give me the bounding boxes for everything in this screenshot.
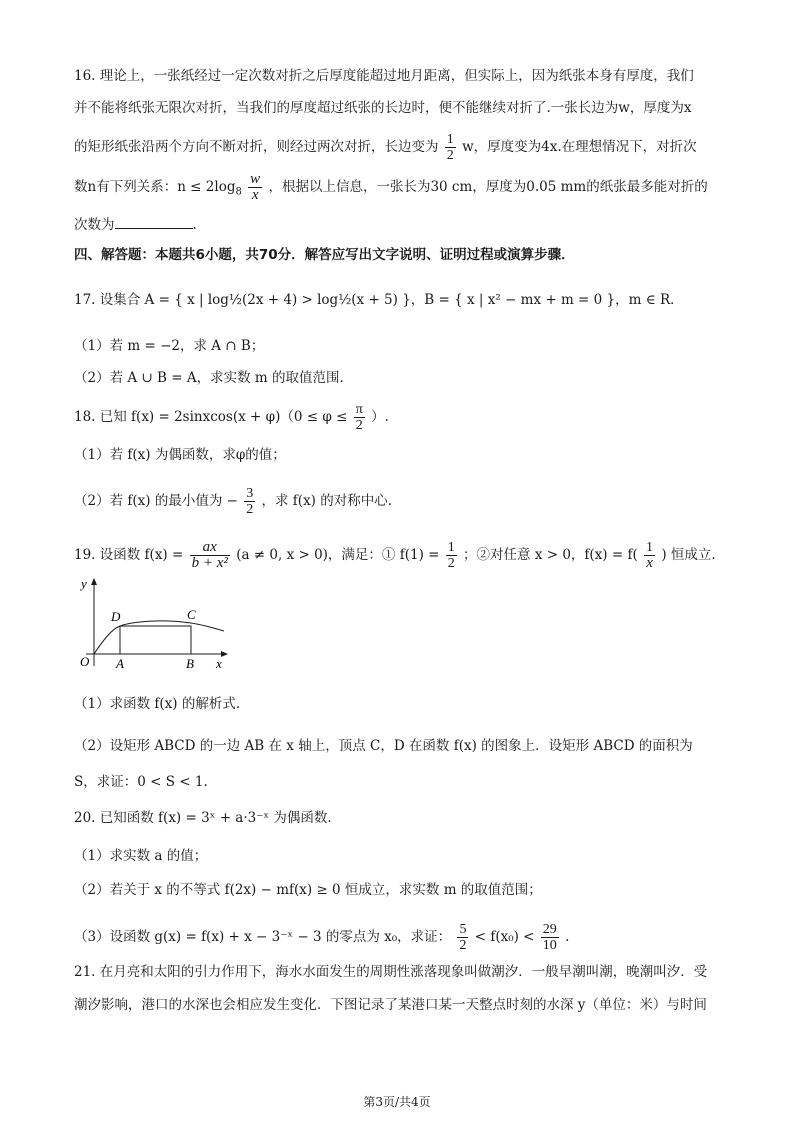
- q16-line-5-text: 次数为: [74, 217, 115, 233]
- fraction-denominator: x: [646, 555, 653, 571]
- point-b-label: B: [186, 656, 194, 671]
- fraction-numerator: 29: [542, 922, 557, 937]
- fraction-numerator: 3: [246, 486, 254, 501]
- fraction-denominator: 2: [446, 148, 454, 163]
- rectangle-abcd: [120, 626, 191, 654]
- q20-part-3: [74, 922, 569, 953]
- point-d-label: D: [111, 609, 121, 624]
- q19-stem-text-d: ) 恒成立.: [661, 547, 716, 563]
- fraction-numerator: 1: [447, 540, 455, 555]
- q16-line-5: [74, 214, 197, 235]
- log-base: 8: [235, 186, 242, 198]
- q20-five-halves-fraction: [457, 922, 468, 953]
- q17-stem: 17. 设集合 A = { x | log½(2x + 4) > log½(x + 5) }，B = { x | x² − mx + m = 0 }，m ∈ R．: [74, 292, 684, 308]
- y-axis-label: y: [81, 576, 87, 591]
- fraction-denominator: 2: [447, 556, 455, 571]
- fraction-denominator: 10: [542, 938, 557, 953]
- q16-line-1: 16. 理论上，一张纸经过一定次数对折之后厚度能超过地月距离，但实际上，因为纸张本身有厚度，我们: [74, 68, 694, 84]
- q19-part-2-line-1: （2）设矩形 ABCD 的一边 AB 在 x 轴上，顶点 C，D 在函数 f(x) 的图象上．设矩形 ABCD 的面积为: [74, 738, 693, 754]
- answer-blank[interactable]: [115, 214, 193, 229]
- q18-stem-text: 18. 已知 f(x) = 2sinxcos(x + φ)（0 ≤ φ ≤: [74, 409, 348, 425]
- q19-stem-text-b: (a ≠ 0, x > 0)，满足：① f(1) =: [236, 547, 440, 563]
- q18-part-2-text: （2）若 f(x) 的最小值为 −: [74, 493, 238, 509]
- q18-part-2-text-b: ，求 f(x) 的对称中心.: [261, 493, 393, 509]
- q16-line-2: 并不能将纸张无限次对折，当我们的厚度超过纸张的长边时，便不能继续对折了.一张长边为w，厚度为x: [74, 100, 692, 116]
- q20-part-1: （1）求实数 a 的值；: [74, 848, 208, 864]
- q19-reciprocal-fraction: [644, 540, 655, 571]
- q21-line-1: 21. 在月亮和太阳的引力作用下，海水水面发生的周期性涨落现象叫做潮汐．一般早潮叫潮，晚潮叫汐．受: [74, 964, 708, 980]
- q16-line-4-text-b: ，根据以上信息，一张长为30 cm，厚度为0.05 mm的纸张最多能对折的: [268, 179, 708, 195]
- q20-part-3-text: （3）设函数 g(x) = f(x) + x − 3⁻ˣ − 3 的零点为 x₀，求证：: [74, 929, 452, 945]
- q20-29-over-10-fraction: [541, 922, 559, 953]
- q16-line-3-text-b: w，厚度变为4x.在理想情况下，对折次: [462, 139, 697, 155]
- point-a-label: A: [116, 656, 124, 671]
- q19-function-fraction: [190, 540, 230, 571]
- q19-half-fraction: [446, 540, 457, 571]
- q18-pi-over-2-fraction: [354, 402, 365, 433]
- q17-part-1: （1）若 m = −2，求 A ∩ B；: [74, 338, 265, 354]
- fraction-numerator: 1: [646, 540, 654, 555]
- q20-part-3-period: .: [565, 929, 570, 945]
- q18-part-2: [74, 486, 392, 517]
- origin-label: O: [80, 654, 90, 669]
- fraction-numerator: π: [355, 402, 363, 417]
- q19-part-1: （1）求函数 f(x) 的解析式.: [74, 696, 241, 712]
- q19-function-graph: [74, 574, 244, 674]
- fraction-denominator: b + x²: [191, 555, 228, 571]
- fraction-numerator: 1: [446, 132, 454, 147]
- q19-stem-text-c: ；②对任意 x > 0，f(x) = f(: [463, 547, 638, 563]
- q18-stem-text-b: ）.: [371, 409, 389, 425]
- q19-part-2-line-2: S，求证：0 < S < 1.: [74, 774, 208, 790]
- q21-line-2: 潮汐影响，港口的水深也会相应发生变化．下图记录了某港口某一天整点时刻的水深 y（单位：米）与时间: [74, 997, 707, 1013]
- x-axis-label: x: [216, 656, 222, 671]
- q16-line-5-period: .: [192, 217, 197, 233]
- page-footer: 第3页/共4页: [363, 1095, 431, 1109]
- q19-stem: [74, 540, 716, 571]
- q16-line-3: [74, 132, 697, 163]
- x-axis-arrow: [221, 651, 228, 657]
- fraction-denominator: 2: [246, 502, 254, 517]
- q18-stem: [74, 402, 389, 433]
- q20-part-3-mid: < f(x₀) <: [474, 929, 535, 945]
- fraction-denominator: x: [251, 187, 259, 203]
- q16-line-4: [74, 172, 708, 203]
- q18-part-1: （1）若 f(x) 为偶函数，求φ的值；: [74, 447, 286, 463]
- q16-half-fraction: [445, 132, 456, 163]
- q20-part-2: （2）若关于 x 的不等式 f(2x) − mf(x) ≥ 0 恒成立，求实数 m 的取值范围；: [74, 882, 542, 898]
- fraction-numerator: 5: [459, 922, 467, 937]
- q19-stem-text: 19. 设函数 f(x) =: [74, 547, 184, 563]
- q17-part-2: （2）若 A ∪ B = A，求实数 m 的取值范围.: [74, 370, 344, 386]
- q16-w-over-x-fraction: [248, 172, 262, 203]
- y-axis-arrow: [91, 578, 97, 585]
- fraction-numerator: w: [250, 171, 261, 187]
- q16-line-3-text: 的矩形纸张沿两个方向不断对折，则经过两次对折，长边变为: [74, 139, 439, 155]
- section-4-heading: 四、解答题：本题共6小题，共70分．解答应写出文字说明、证明过程或演算步骤．: [74, 247, 575, 263]
- fraction-numerator: ax: [190, 540, 230, 556]
- q18-three-halves-fraction: [244, 486, 255, 517]
- fraction-denominator: 2: [459, 938, 467, 953]
- fraction-denominator: 2: [355, 418, 363, 433]
- q16-line-4-text: 数n有下列关系：n ≤ 2log: [74, 179, 236, 195]
- q20-stem: 20. 已知函数 f(x) = 3ˣ + a·3⁻ˣ 为偶函数.: [74, 810, 332, 826]
- point-c-label: C: [187, 607, 196, 622]
